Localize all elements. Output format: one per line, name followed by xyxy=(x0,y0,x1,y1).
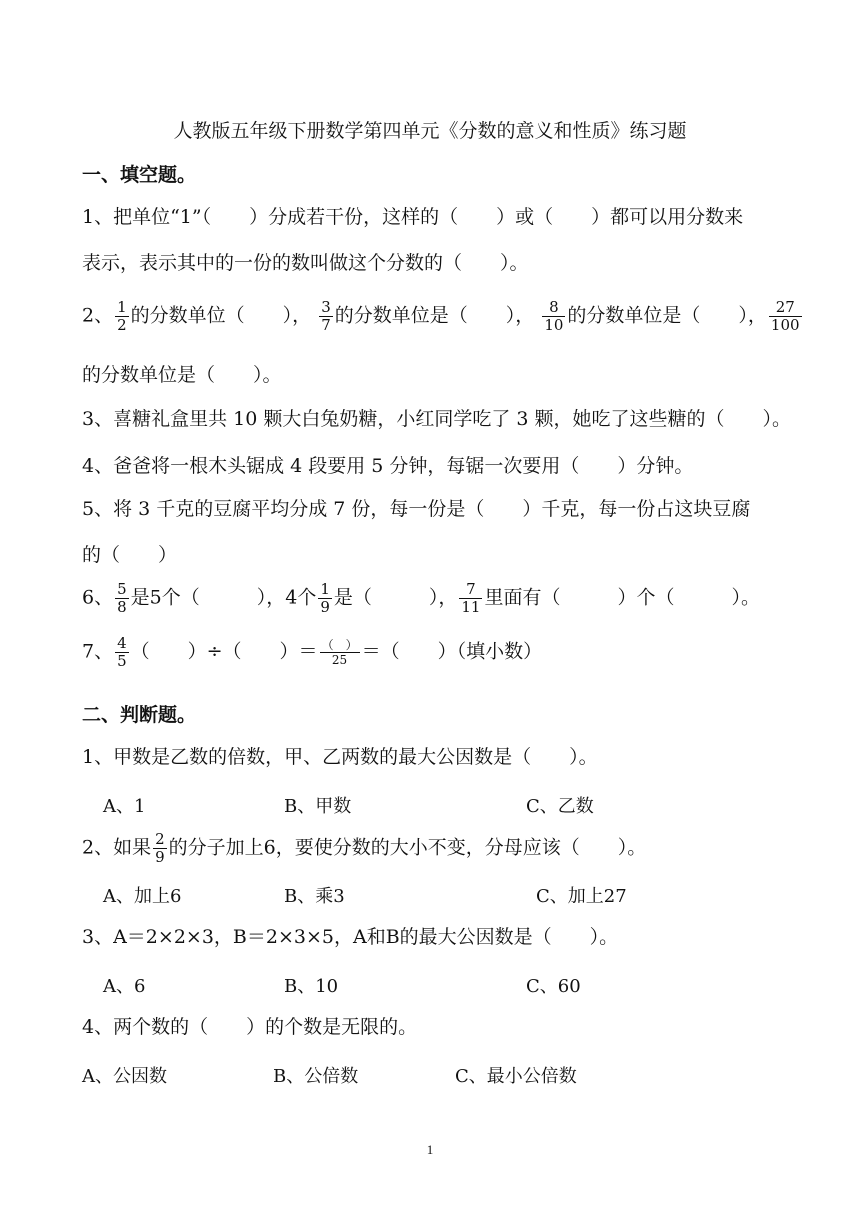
fraction: $\frac{4}{5}$ xyxy=(117,634,127,670)
option-c: C、乙数 xyxy=(526,796,594,817)
option-a: A、1 xyxy=(103,796,146,817)
question-4: 4、爸爸将一根木头锯成 4 段要用 5 分钟，每锯一次要用（ ）分钟。 xyxy=(82,455,694,477)
question-2-prefix: 2、 xyxy=(82,304,114,327)
option-a: A、公因数 xyxy=(82,1066,167,1087)
question-7-prefix: 7、 xyxy=(82,640,114,663)
option-a: A、加上6 xyxy=(103,886,182,907)
question-2-text-3: 的分数单位是（ ）， xyxy=(567,304,767,327)
option-c: C、最小公倍数 xyxy=(455,1066,577,1087)
fraction: $\frac{5}{8}$ xyxy=(117,580,127,616)
fraction: $\frac{8}{10}$ xyxy=(544,298,564,334)
option-a: A、6 xyxy=(103,976,146,997)
fraction: $\frac{27}{100}$ xyxy=(770,298,800,334)
question-2-text-2: 的分数单位是（ ）， xyxy=(334,304,535,327)
fraction: $\frac{1}{9}$ xyxy=(320,580,330,616)
choice-question-2-text: 的分子加上6，要使分数的大小不变，分母应该（ ）。 xyxy=(168,836,647,859)
question-2 xyxy=(82,298,800,334)
choice-question-2 xyxy=(82,832,786,865)
page-number: 1 xyxy=(426,1142,434,1157)
fraction-blank: $\frac{( )}{25}$ xyxy=(321,638,358,667)
question-6-text-2: 是（ ）， xyxy=(333,586,458,609)
question-5-line-1: 5、将 3 千克的豆腐平均分成 7 份，每一份是（ ）千克，每一份占这块豆腐 xyxy=(82,498,751,520)
question-1-line-2: 表示，表示其中的一份的数叫做这个分数的（ ）。 xyxy=(82,252,529,274)
section-heading-judgment: 二、判断题。 xyxy=(82,704,197,726)
question-2-line-2: 的分数单位是（ ）。 xyxy=(82,364,282,386)
fraction: $\frac{1}{2}$ xyxy=(117,298,127,334)
question-2-text-1: 的分数单位（ ）， xyxy=(130,304,312,327)
section-heading-fill-in: 一、填空题。 xyxy=(82,164,197,186)
question-1-line-1: 1、把单位“1”（ ）分成若干份，这样的（ ）或（ ）都可以用分数来 xyxy=(82,206,744,228)
question-6-text-3: 里面有（ ）个（ ）。 xyxy=(484,586,760,609)
question-6-prefix: 6、 xyxy=(82,586,114,609)
option-b: B、甲数 xyxy=(284,796,352,817)
option-c: C、60 xyxy=(526,976,581,997)
question-7 xyxy=(82,636,786,669)
question-3: 3、喜糖礼盒里共 10 颗大白兔奶糖，小红同学吃了 3 颗，她吃了这些糖的（ ）。 xyxy=(82,408,792,430)
choice-question-4: 4、两个数的（ ）的个数是无限的。 xyxy=(82,1016,418,1038)
question-5-line-2: 的（ ） xyxy=(82,544,178,566)
question-6-text-1: 是5个（ ），4个 xyxy=(130,586,317,609)
choice-question-2-prefix: 2、如果 xyxy=(82,836,152,859)
fraction: $\frac{2}{9}$ xyxy=(155,830,165,866)
choice-question-3: 3、A＝2×2×3，B＝2×3×5，A和B的最大公因数是（ ）。 xyxy=(82,926,619,948)
question-7-text-2: ＝（ ）（填小数） xyxy=(361,640,543,663)
choice-question-1: 1、甲数是乙数的倍数，甲、乙两数的最大公因数是（ ）。 xyxy=(82,746,598,768)
question-7-text-1: （ ）÷（ ）＝ xyxy=(130,640,318,663)
fraction: $\frac{3}{7}$ xyxy=(321,298,331,334)
option-b: B、公倍数 xyxy=(273,1066,359,1087)
question-6 xyxy=(82,582,786,615)
option-b: B、乘3 xyxy=(284,886,345,907)
document-title: 人教版五年级下册数学第四单元《分数的意义和性质》练习题 xyxy=(173,120,687,142)
option-b: B、10 xyxy=(284,976,339,997)
option-c: C、加上27 xyxy=(536,886,627,907)
fraction: $\frac{7}{11}$ xyxy=(461,580,481,616)
